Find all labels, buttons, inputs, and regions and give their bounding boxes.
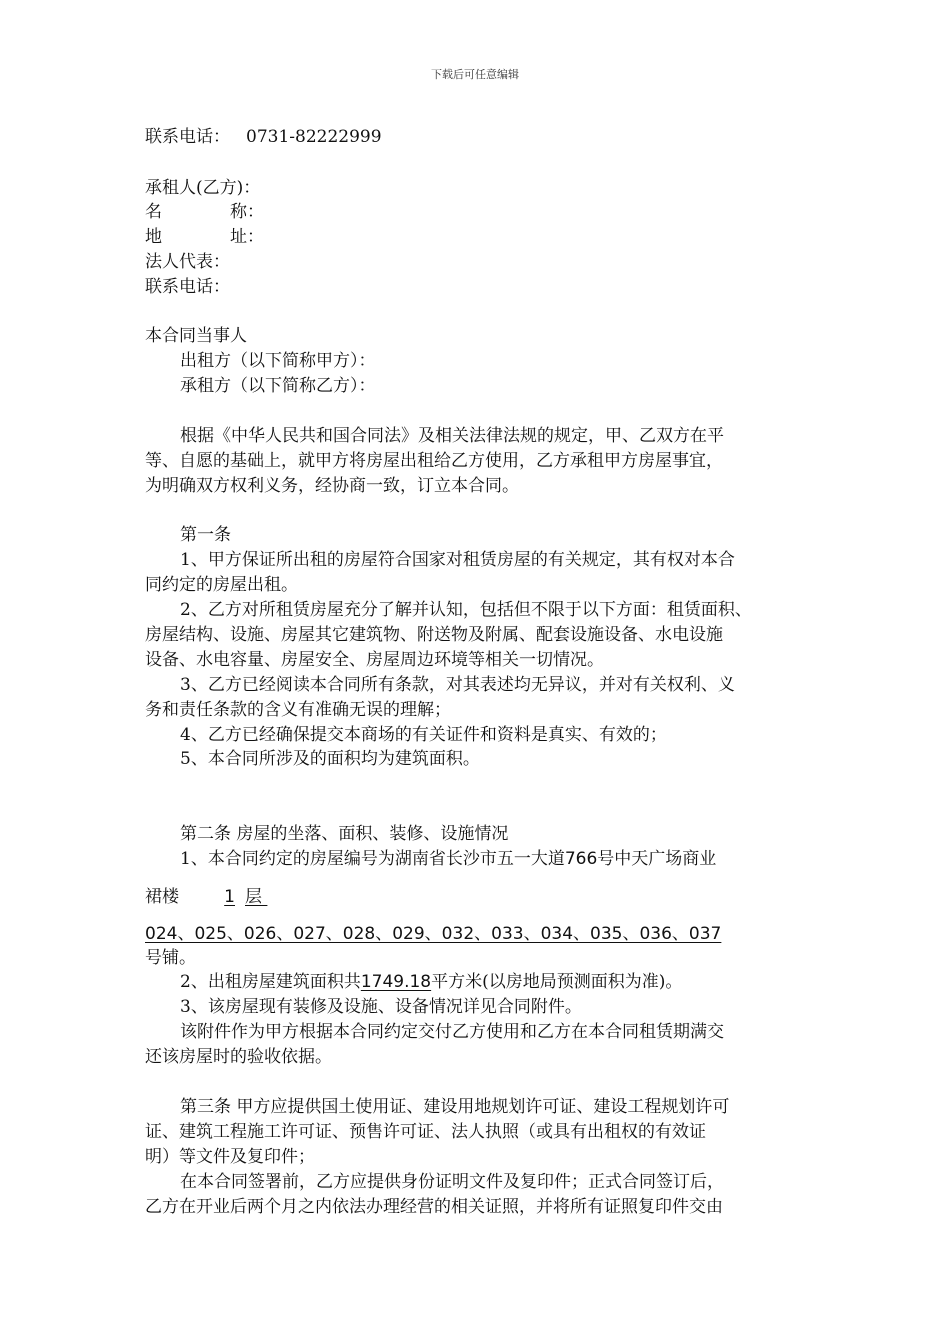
article2-attach-line-1: 该附件作为甲方根据本合同约定交付乙方使用和乙方在本合同租赁期满交 (180, 1022, 724, 1042)
article2-item1-text-b: 号中天广场商业 (597, 849, 717, 869)
lessor-phone-value: 0731-82222999 (246, 127, 382, 147)
article2-shops-suffix: 号铺。 (145, 948, 196, 968)
article2-floor-line (145, 885, 267, 909)
article2-item1 (180, 847, 716, 871)
parties-lessee: 承租方（以下简称乙方）： (180, 376, 376, 396)
parties-lessor: 出租方（以下简称甲方）： (180, 351, 376, 371)
article2-item1-text-a: 1、本合同约定的房屋编号为湖南省长沙市五一大道 (180, 849, 565, 869)
article1-line-1: 1、甲方保证所出租的房屋符合国家对租赁房屋的有关规定，其有权对本合 (180, 550, 735, 570)
article2-floor-suffix: 层 (245, 887, 262, 907)
article3-line-1: 第三条 甲方应提供国土使用证、建设用地规划许可证、建设工程规划许可 (180, 1097, 730, 1117)
article2-item2-text-b: 平方米(以房地局预测面积为准)。 (431, 972, 683, 992)
article1-line-8: 4、乙方已经确保提交本商场的有关证件和资料是真实、有效的； (180, 725, 667, 745)
article2-item1-number: 766 (564, 849, 598, 869)
lessor-phone-line (145, 125, 382, 149)
article2-item2-text-a: 2、出租房屋建筑面积共 (180, 972, 361, 992)
page-header-note: 下载后可任意编辑 (431, 68, 519, 81)
article2-floor-prefix: 裙楼 (145, 887, 179, 907)
article1-line-7: 务和责任条款的含义有准确无误的理解； (145, 700, 451, 720)
lessee-address-label-b: 址： (230, 227, 264, 247)
article3-line-3: 明）等文件及复印件； (145, 1147, 315, 1167)
lessee-title: 承租人(乙方)： (145, 178, 261, 198)
preamble-line-2: 等、自愿的基础上，就甲方将房屋出租给乙方使用，乙方承租甲方房屋事宜， (145, 451, 723, 471)
lessee-address-label-a: 地 (145, 227, 162, 247)
preamble-line-3: 为明确双方权利义务，经协商一致，订立本合同。 (145, 476, 519, 496)
lessee-rep-label: 法人代表： (145, 252, 230, 272)
article3-line-5: 乙方在开业后两个月之内依法办理经营的相关证照，并将所有证照复印件交由 (145, 1197, 723, 1217)
article2-item2 (180, 970, 682, 994)
article3-line-2: 证、建筑工程施工许可证、预售许可证、法人执照（或具有出租权的有效证 (145, 1122, 706, 1142)
article1-line-9: 5、本合同所涉及的面积均为建筑面积。 (180, 749, 480, 769)
article2-shops: 024、025、026、027、028、029、032、033、034、035、036、037 (145, 924, 722, 944)
parties-title: 本合同当事人 (145, 326, 247, 346)
preamble-line-1: 根据《中华人民共和国合同法》及相关法律法规的规定，甲、乙双方在平 (180, 426, 724, 446)
lessee-phone-label: 联系电话： (145, 277, 230, 297)
article1-line-2: 同约定的房屋出租。 (145, 575, 298, 595)
article2-item2-area: 1749.18 (360, 972, 432, 992)
lessee-address-line (145, 225, 264, 249)
lessee-name-label-b: 称： (230, 202, 264, 222)
article3-line-4: 在本合同签署前，乙方应提供身份证明文件及复印件；正式合同签订后， (180, 1172, 724, 1192)
article2-title: 第二条 房屋的坐落、面积、装修、设施情况 (180, 824, 509, 844)
lessor-phone-label: 联系电话： (145, 127, 230, 147)
article1-line-3: 2、乙方对所租赁房屋充分了解并认知，包括但不限于以下方面：租赁面积、 (180, 600, 752, 620)
article2-floor-value: 1 (224, 887, 235, 907)
article1-line-4: 房屋结构、设施、房屋其它建筑物、附送物及附属、配套设施设备、水电设施 (145, 625, 723, 645)
article2-attach-line-2: 还该房屋时的验收依据。 (145, 1047, 332, 1067)
article1-title: 第一条 (180, 525, 231, 545)
article1-line-6: 3、乙方已经阅读本合同所有条款，对其表述均无异议，并对有关权利、义 (180, 675, 735, 695)
article1-line-5: 设备、水电容量、房屋安全、房屋周边环境等相关一切情况。 (145, 650, 604, 670)
lessee-name-label-a: 名 (145, 202, 162, 222)
article2-item3: 3、该房屋现有装修及设施、设备情况详见合同附件。 (180, 997, 582, 1017)
lessee-name-line (145, 200, 264, 224)
